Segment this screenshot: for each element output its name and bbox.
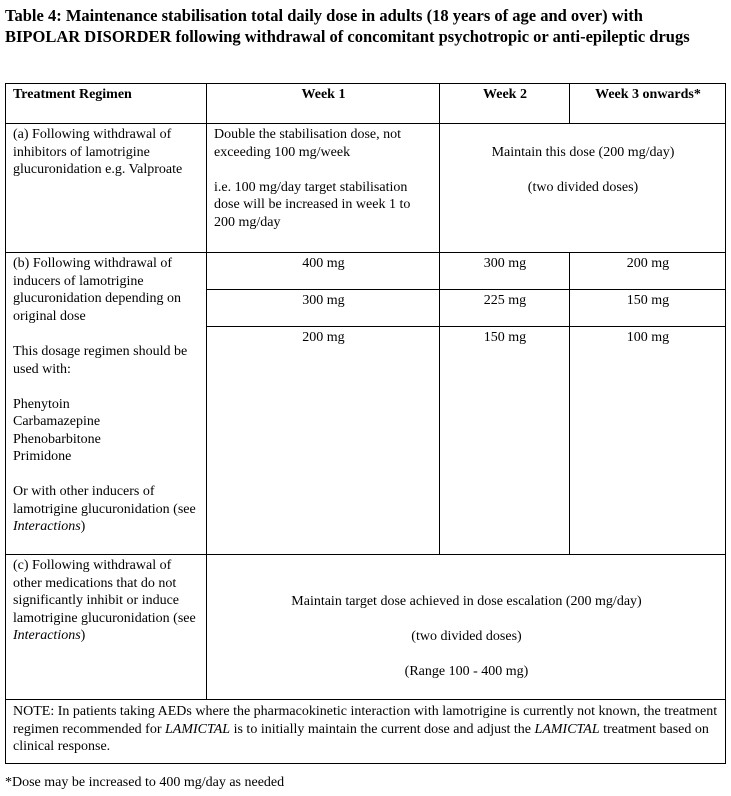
dose-cell: 400 mg xyxy=(207,253,440,290)
row-b-drug-phenobarbitone: Phenobarbitone xyxy=(13,431,101,447)
row-b-drug-phenytoin: Phenytoin xyxy=(13,396,70,412)
row-a xyxy=(6,124,726,253)
note-part2: is to initially maintain the current dose and adjust the xyxy=(230,721,535,737)
row-a-week1-line1: Double the stabilisation dose, not exceeding 100 mg/week xyxy=(214,127,402,160)
table-title: Table 4: Maintenance stabilisation total daily dose in adults (18 years of age and over) with BIPOLAR DISORDER following withdrawal of concomitant psychotropic or anti-epileptic drugs xyxy=(5,6,690,46)
row-c-range-text: (Range 100 - 400 mg) xyxy=(404,664,529,679)
row-a-maintain xyxy=(440,124,726,253)
row-b-other-inducers xyxy=(13,483,200,536)
row-c-label xyxy=(6,555,207,700)
dosing-table xyxy=(5,83,726,764)
row-c-maintain xyxy=(207,555,726,700)
row-a-maintain-text: Maintain this dose (200 mg/day) xyxy=(491,145,675,160)
header-week-2: Week 2 xyxy=(440,84,570,124)
dose-cell: 225 mg xyxy=(440,290,570,327)
row-b-other-prefix: Or with other inducers of lamotrigine glucuronidation (see xyxy=(13,484,196,517)
note-part1: NOTE: In patients taking AEDs where the pharmacokinetic interaction with lamotrigine is currently not known, the treatment regimen recommended for xyxy=(13,704,718,737)
header-week-1: Week 1 xyxy=(207,84,440,124)
dose-cell: 150 mg xyxy=(440,327,570,555)
row-a-week1-line2: i.e. 100 mg/day target stabilisation dose will be increased in week 1 to 200 mg/day xyxy=(214,179,411,230)
note-row xyxy=(6,700,726,764)
dose-cell: 300 mg xyxy=(207,290,440,327)
row-b-label: (b) Following withdrawal of inducers of lamotrigine glucuronidation depending on original dose xyxy=(13,256,181,324)
row-b-dose-1 xyxy=(6,253,726,290)
note-brand-2: LAMICTAL xyxy=(534,721,600,737)
note-part3: treatment based on clinical response. xyxy=(13,721,709,754)
row-c-label-suffix: ) xyxy=(80,628,86,643)
dose-cell: 150 mg xyxy=(570,290,726,327)
dose-cell: 200 mg xyxy=(570,253,726,290)
row-c xyxy=(6,555,726,700)
row-c-interactions-ref: Interactions xyxy=(13,628,81,643)
row-b-label-cell xyxy=(6,253,207,555)
dose-cell: 200 mg xyxy=(207,327,440,555)
row-a-divided-text: (two divided doses) xyxy=(527,180,639,195)
row-b-drug-primidone: Primidone xyxy=(13,449,72,464)
dose-cell: 300 mg xyxy=(440,253,570,290)
row-a-week1 xyxy=(207,124,440,253)
row-c-divided-text: (two divided doses) xyxy=(411,629,522,644)
row-a-label: (a) Following withdrawal of inhibitors of lamotrigine glucuronidation e.g. Valproate xyxy=(6,124,207,253)
header-treatment-regimen: Treatment Regimen xyxy=(6,84,207,124)
row-c-label-prefix: (c) Following withdrawal of other medications that do not significantly inhibit or induce lamotrigine glucuronidation (see xyxy=(13,558,196,626)
note-brand-1: LAMICTAL xyxy=(165,721,231,737)
header-row xyxy=(6,84,726,124)
dose-cell: 100 mg xyxy=(570,327,726,555)
footnote: *Dose may be increased to 400 mg/day as needed xyxy=(5,775,285,790)
row-b-drug-carbamazepine: Carbamazepine xyxy=(13,414,101,429)
note-cell xyxy=(6,700,726,764)
row-c-maintain-text: Maintain target dose achieved in dose escalation (200 mg/day) xyxy=(291,594,642,609)
row-b-used-with: This dosage regimen should be used with: xyxy=(13,344,188,377)
header-week-3-onwards: Week 3 onwards* xyxy=(570,84,726,124)
row-b-interactions-ref: Interactions xyxy=(13,519,81,534)
row-b-other-suffix: ) xyxy=(80,519,86,534)
